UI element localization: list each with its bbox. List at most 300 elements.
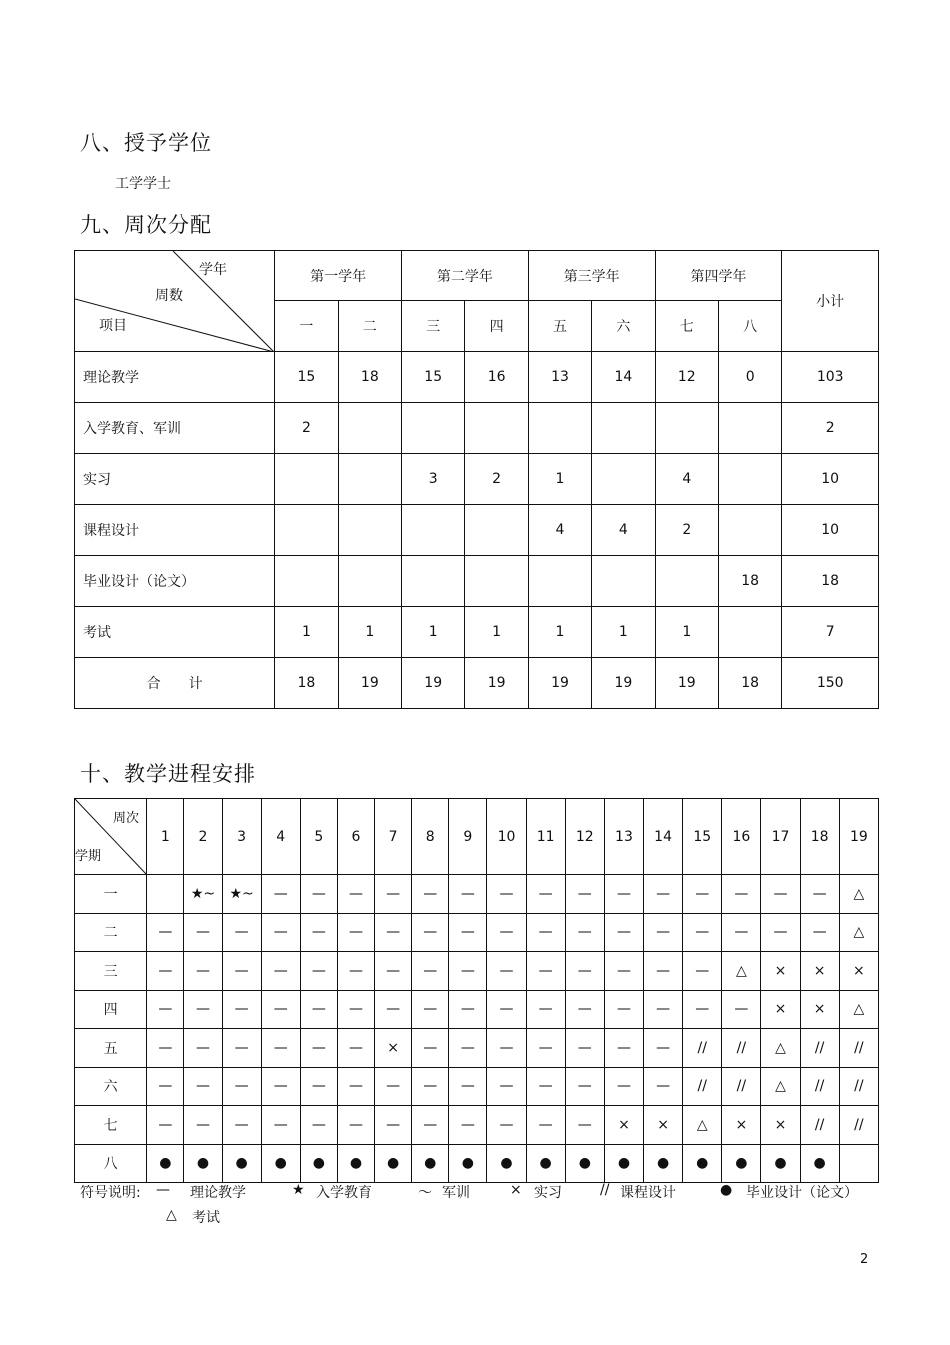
term-row [75,875,879,914]
schedule-cell: — [147,990,184,1029]
week-cell: 12 [655,352,718,403]
term-header: 三 [402,301,465,352]
section-10-title: 十、教学进程安排 [80,762,256,786]
schedule-cell: — [722,875,761,914]
week-cell [275,556,338,607]
row-label: 入学教育、军训 [75,403,275,454]
schedule-cell: — [147,913,184,952]
week-cell [465,403,528,454]
schedule-cell: △ [839,875,878,914]
schedule-cell: — [412,1106,449,1145]
legend-label: 入学教育 [316,1185,372,1201]
schedule-cell: — [487,913,526,952]
legend-label: 毕业设计（论文） [746,1185,858,1201]
schedule-cell: — [261,1067,300,1106]
schedule-cell: ● [412,1144,449,1183]
schedule-cell: — [449,1029,487,1068]
week-cell: 1 [275,607,338,658]
schedule-cell: — [526,952,565,991]
schedule-cell: ● [300,1144,337,1183]
schedule-cell: ● [761,1144,800,1183]
week-cell [338,505,401,556]
schedule-cell: △ [839,913,878,952]
schedule-cell: — [337,875,374,914]
year-header: 第二学年 [402,251,529,301]
schedule-cell: ● [800,1144,839,1183]
week-cell: 16 [465,352,528,403]
degree-text: 工学学士 [115,176,171,192]
section-9-title: 九、周次分配 [80,213,212,237]
term-header: 二 [338,301,401,352]
week-cell: 2 [655,505,718,556]
week-cell [655,403,718,454]
sum-row [75,658,879,709]
week-cell [465,505,528,556]
schedule-cell: — [222,1106,261,1145]
schedule-cell: — [184,990,222,1029]
schedule-cell: // [800,1067,839,1106]
legend-prefix: 符号说明: [80,1185,141,1201]
week-number-header: 7 [375,799,412,875]
week-number-header: 2 [184,799,222,875]
schedule-cell: — [261,1106,300,1145]
schedule-cell: ● [449,1144,487,1183]
week-cell: 3 [402,454,465,505]
term-header: 六 [592,301,655,352]
week-cell: 18 [718,556,781,607]
week-number-header: 18 [800,799,839,875]
term-row [75,990,879,1029]
schedule-cell: — [375,1106,412,1145]
schedule-cell: — [565,952,604,991]
term-label: 二 [75,913,147,952]
schedule-cell: × [839,952,878,991]
schedule-cell: — [487,990,526,1029]
legend-symbol: ～ [418,1185,432,1201]
week-number-header: 16 [722,799,761,875]
schedule-cell: — [644,913,683,952]
schedule-cell: — [565,913,604,952]
row-label: 课程设计 [75,505,275,556]
schedule-cell: — [300,875,337,914]
sum-cell: 19 [528,658,591,709]
schedule-cell: — [644,1029,683,1068]
schedule-cell: — [604,990,643,1029]
schedule-cell: △ [761,1029,800,1068]
schedule-cell: — [487,952,526,991]
schedule-cell: — [526,990,565,1029]
sum-cell: 19 [338,658,401,709]
week-row [75,556,879,607]
schedule-cell: — [261,875,300,914]
schedule-cell: — [604,1067,643,1106]
week-cell: 4 [592,505,655,556]
schedule-cell: — [261,990,300,1029]
schedule-cell: — [184,913,222,952]
schedule-cell: — [412,990,449,1029]
week-number-header: 3 [222,799,261,875]
week-cell: 4 [655,454,718,505]
week-row [75,454,879,505]
schedule-cell: △ [761,1067,800,1106]
schedule-cell: ● [565,1144,604,1183]
schedule-cell: — [565,1067,604,1106]
corner-label-week: 周次 [113,811,140,826]
week-cell [655,556,718,607]
schedule-cell: — [449,1067,487,1106]
schedule-cell: — [487,1029,526,1068]
week-number-header: 1 [147,799,184,875]
schedule-cell: — [261,913,300,952]
schedule-cell: — [722,913,761,952]
sum-cell: 19 [402,658,465,709]
week-cell: 1 [465,607,528,658]
week-cell [402,505,465,556]
schedule-cell: ★~ [184,875,222,914]
week-cell: 13 [528,352,591,403]
week-cell: 2 [465,454,528,505]
schedule-corner-cell [75,799,147,875]
schedule-cell: × [644,1106,683,1145]
schedule-cell: — [604,913,643,952]
legend-symbol: ● [720,1182,733,1198]
corner-label-year: 学年 [199,262,227,278]
term-row [75,952,879,991]
schedule-cell: // [839,1029,878,1068]
schedule-cell: — [261,952,300,991]
term-row [75,1067,879,1106]
row-total: 10 [782,454,879,505]
schedule-cell: — [644,1067,683,1106]
week-cell [718,505,781,556]
schedule-cell: — [337,1029,374,1068]
schedule-cell: × [800,952,839,991]
row-total: 10 [782,505,879,556]
schedule-cell: — [147,1067,184,1106]
legend-symbol: ★ [292,1182,305,1198]
week-number-header: 13 [604,799,643,875]
schedule-cell: ● [722,1144,761,1183]
schedule-cell: — [800,913,839,952]
schedule-cell: — [412,913,449,952]
week-row [75,403,879,454]
schedule-cell: — [449,1106,487,1145]
week-cell [402,556,465,607]
week-cell: 15 [275,352,338,403]
week-cell: 4 [528,505,591,556]
schedule-cell: ● [337,1144,374,1183]
schedule-cell: — [449,913,487,952]
schedule-cell: — [487,875,526,914]
week-cell [338,556,401,607]
week-cell [592,556,655,607]
term-header: 八 [718,301,781,352]
schedule-cell: — [487,1106,526,1145]
schedule-cell: ★~ [222,875,261,914]
week-cell [718,403,781,454]
schedule-cell: // [683,1029,722,1068]
schedule-cell: — [683,990,722,1029]
schedule-cell: △ [722,952,761,991]
section-8-title: 八、授予学位 [80,131,212,155]
schedule-cell: — [644,875,683,914]
sum-cell: 18 [718,658,781,709]
schedule-cell: △ [683,1106,722,1145]
legend-label: 实习 [534,1185,562,1201]
term-row [75,1106,879,1145]
schedule-cell: — [337,990,374,1029]
term-label: 七 [75,1106,147,1145]
schedule-cell: — [604,952,643,991]
sum-cell: 18 [275,658,338,709]
schedule-cell: ● [261,1144,300,1183]
week-cell [465,556,528,607]
schedule-cell: — [147,1106,184,1145]
term-label: 六 [75,1067,147,1106]
week-cell: 1 [528,607,591,658]
schedule-cell: — [644,990,683,1029]
schedule-cell: — [412,1029,449,1068]
schedule-cell: ● [644,1144,683,1183]
legend-label: 军训 [442,1185,470,1201]
schedule-cell: — [412,952,449,991]
week-number-header: 5 [300,799,337,875]
legend-symbol: — [156,1182,170,1198]
row-label: 实习 [75,454,275,505]
term-header: 一 [275,301,338,352]
term-label: 三 [75,952,147,991]
schedule-cell: — [261,1029,300,1068]
schedule-cell: // [800,1106,839,1145]
sum-cell: 19 [465,658,528,709]
schedule-cell: △ [839,990,878,1029]
week-cell [275,505,338,556]
year-header: 第三学年 [528,251,655,301]
term-row [75,913,879,952]
schedule-cell: — [449,952,487,991]
term-header: 七 [655,301,718,352]
week-cell: 15 [402,352,465,403]
legend-symbol: △ [166,1207,177,1223]
schedule-cell: — [147,1029,184,1068]
schedule-cell: ● [147,1144,184,1183]
schedule-cell: — [300,913,337,952]
schedule-cell: // [722,1067,761,1106]
term-header: 四 [465,301,528,352]
schedule-cell: — [375,1067,412,1106]
week-row [75,505,879,556]
schedule-cell: × [375,1029,412,1068]
schedule-cell: // [800,1029,839,1068]
corner-label-weeks: 周数 [155,288,183,304]
sum-cell: 19 [655,658,718,709]
legend-row-2 [80,1207,380,1227]
week-cell [528,556,591,607]
corner-label-term: 学期 [75,849,102,864]
week-cell: 2 [275,403,338,454]
week-cell: 0 [718,352,781,403]
schedule-cell: — [800,875,839,914]
row-total: 18 [782,556,879,607]
schedule-cell: — [337,952,374,991]
sum-cell: 19 [592,658,655,709]
week-number-header: 17 [761,799,800,875]
schedule-cell: — [375,875,412,914]
week-cell: 18 [338,352,401,403]
schedule-cell: — [337,913,374,952]
term-label: 八 [75,1144,147,1183]
legend-symbol: × [510,1182,522,1198]
legend-row-1 [80,1182,880,1202]
schedule-cell: — [300,952,337,991]
week-cell [718,607,781,658]
schedule-cell: — [147,952,184,991]
schedule-cell: — [222,1067,261,1106]
week-cell: 1 [338,607,401,658]
term-row [75,1029,879,1068]
schedule-cell: — [375,913,412,952]
schedule-cell: — [184,952,222,991]
week-number-header: 6 [337,799,374,875]
schedule-cell: — [683,875,722,914]
week-number-header: 10 [487,799,526,875]
schedule-cell: — [565,990,604,1029]
schedule-cell: ● [222,1144,261,1183]
teaching-schedule-table [74,798,879,1183]
schedule-cell: — [565,875,604,914]
schedule-cell: // [683,1067,722,1106]
week-number-header: 11 [526,799,565,875]
schedule-cell: — [184,1029,222,1068]
row-label: 毕业设计（论文） [75,556,275,607]
schedule-cell [839,1144,878,1183]
legend-symbol: // [600,1182,610,1198]
schedule-cell: ● [604,1144,643,1183]
subtotal-header: 小计 [782,251,879,352]
row-label: 考试 [75,607,275,658]
schedule-cell: — [722,990,761,1029]
week-cell: 1 [402,607,465,658]
schedule-cell: — [375,952,412,991]
schedule-cell: × [761,990,800,1029]
term-label: 一 [75,875,147,914]
legend-label: 考试 [192,1210,220,1226]
schedule-cell: ● [683,1144,722,1183]
schedule-cell: — [300,1067,337,1106]
schedule-cell: — [337,1106,374,1145]
schedule-cell: × [604,1106,643,1145]
week-cell [338,454,401,505]
week-number-header: 12 [565,799,604,875]
schedule-cell: — [604,875,643,914]
schedule-cell: × [761,952,800,991]
week-number-header: 9 [449,799,487,875]
week-number-header: 15 [683,799,722,875]
term-row [75,1144,879,1183]
schedule-cell: — [526,875,565,914]
schedule-cell: — [300,1106,337,1145]
schedule-cell: // [839,1106,878,1145]
schedule-cell: — [526,1067,565,1106]
schedule-cell: — [761,913,800,952]
week-cell [718,454,781,505]
schedule-cell: — [375,990,412,1029]
week-number-header: 4 [261,799,300,875]
schedule-cell: — [449,990,487,1029]
schedule-cell: — [300,990,337,1029]
schedule-cell: — [644,952,683,991]
schedule-cell: — [412,875,449,914]
schedule-cell: // [722,1029,761,1068]
row-total: 103 [782,352,879,403]
schedule-cell: — [184,1067,222,1106]
schedule-cell: — [683,913,722,952]
week-row [75,607,879,658]
week-cell [402,403,465,454]
schedule-cell: — [184,1106,222,1145]
corner-label-item: 项目 [99,318,127,334]
schedule-cell: — [565,1106,604,1145]
schedule-cell: — [761,875,800,914]
schedule-cell: × [722,1106,761,1145]
schedule-cell: — [337,1067,374,1106]
week-cell: 1 [592,607,655,658]
schedule-cell: — [683,952,722,991]
page-number: 2 [860,1252,869,1267]
schedule-cell: ● [375,1144,412,1183]
schedule-cell: — [526,1106,565,1145]
schedule-cell: // [839,1067,878,1106]
week-cell [528,403,591,454]
row-total: 2 [782,403,879,454]
row-total: 7 [782,607,879,658]
term-label: 五 [75,1029,147,1068]
schedule-cell: — [222,913,261,952]
legend-label: 理论教学 [190,1185,246,1201]
schedule-cell: ● [526,1144,565,1183]
schedule-cell: — [526,1029,565,1068]
week-number-header: 19 [839,799,878,875]
schedule-cell: × [800,990,839,1029]
schedule-cell: — [222,1029,261,1068]
sum-total: 150 [782,658,879,709]
term-label: 四 [75,990,147,1029]
week-cell [338,403,401,454]
week-cell [592,454,655,505]
week-cell: 14 [592,352,655,403]
week-cell [275,454,338,505]
week-row [75,352,879,403]
legend-label: 课程设计 [620,1185,676,1201]
schedule-cell: — [222,990,261,1029]
sum-label: 合 计 [75,658,275,709]
year-header: 第四学年 [655,251,782,301]
term-header: 五 [528,301,591,352]
week-distribution-table [74,250,879,709]
week-cell: 1 [655,607,718,658]
week-number-header: 8 [412,799,449,875]
schedule-cell: — [604,1029,643,1068]
schedule-cell: — [300,1029,337,1068]
schedule-cell: × [761,1106,800,1145]
week-number-header: 14 [644,799,683,875]
table-corner-cell [75,251,275,352]
schedule-cell: ● [487,1144,526,1183]
week-cell: 1 [528,454,591,505]
year-header: 第一学年 [275,251,402,301]
schedule-cell: — [565,1029,604,1068]
week-cell [592,403,655,454]
